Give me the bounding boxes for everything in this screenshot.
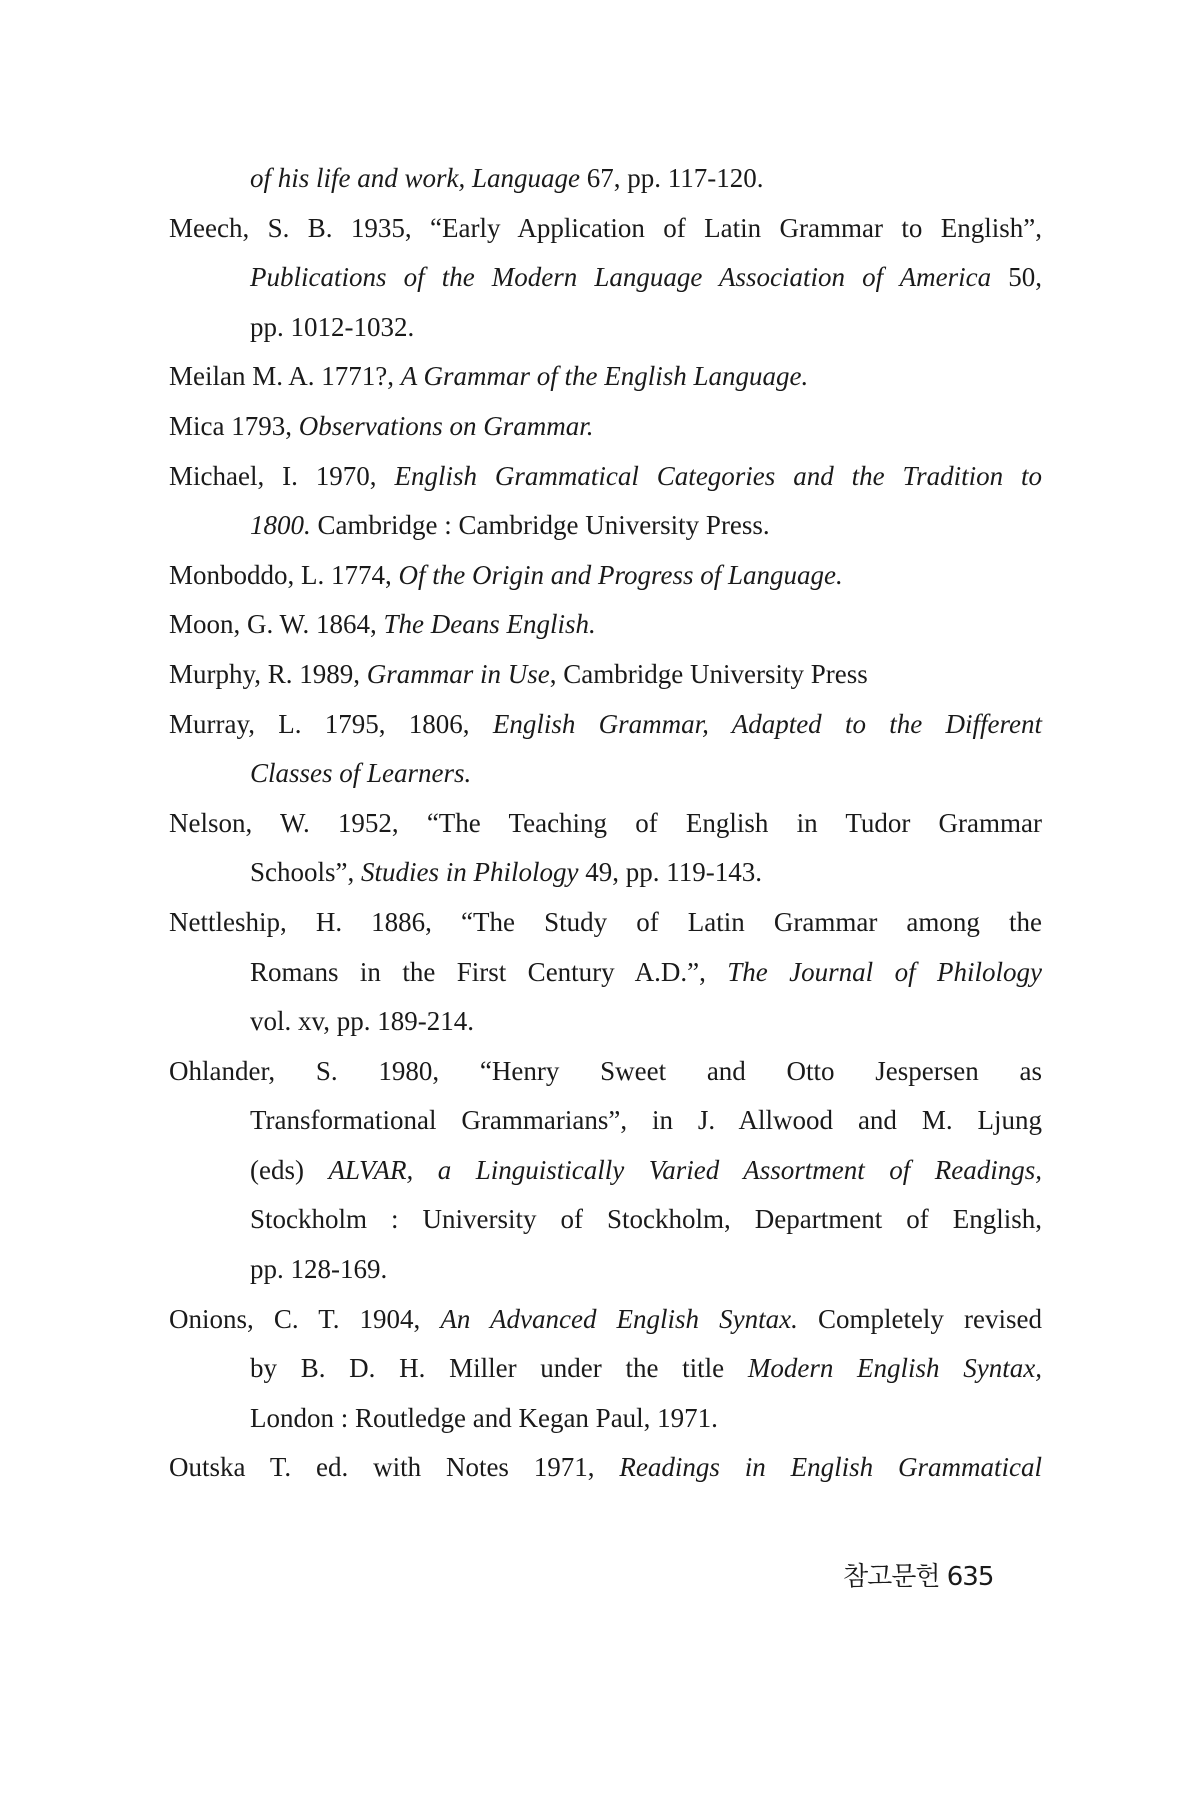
reference-entry	[169, 805, 1042, 904]
citation-text: Transformational Grammarians”, in J. Allwood and M. Ljung	[250, 1105, 1042, 1136]
reference-line	[169, 210, 1042, 260]
citation-text: Onions, C. T. 1904,	[169, 1303, 441, 1334]
italic-title-text: Modern English Syntax,	[747, 1353, 1042, 1384]
reference-entry	[169, 358, 1042, 408]
citation-text: pp. 1012-1032.	[250, 311, 415, 342]
citation-text: Murphy, R. 1989,	[169, 658, 367, 689]
reference-line	[169, 160, 1042, 210]
italic-title-text: of his life and work, Language	[250, 163, 580, 193]
section-title: 참고문헌	[843, 1562, 940, 1592]
citation-text: by B. D. H. Miller under the title	[250, 1353, 748, 1384]
italic-title-text: English Grammatical Categories and the Tradition to	[394, 460, 1043, 491]
reference-line	[169, 954, 1042, 1004]
reference-line	[169, 606, 1042, 656]
citation-text: , Cambridge University Press	[549, 658, 868, 689]
reference-line	[169, 507, 1042, 557]
italic-title-text: Readings in English Grammatical	[619, 1452, 1043, 1483]
reference-line	[169, 358, 1042, 408]
citation-text: Murray, L. 1795, 1806,	[169, 708, 493, 739]
citation-text: Ohlander, S. 1980, “Henry Sweet and Otto Jespersen as	[169, 1055, 1042, 1086]
reference-line	[169, 1301, 1042, 1351]
reference-line	[169, 755, 1042, 805]
reference-line	[169, 1201, 1042, 1251]
italic-title-text: Classes of Learners.	[250, 758, 472, 789]
reference-entry	[169, 606, 1042, 656]
reference-line	[169, 706, 1042, 756]
reference-list	[169, 160, 1042, 1499]
reference-line	[169, 458, 1042, 508]
reference-entry	[169, 458, 1042, 557]
citation-text: Romans in the First Century A.D.”,	[250, 956, 728, 987]
reference-line	[169, 656, 1042, 706]
citation-text: Schools”,	[250, 857, 361, 888]
italic-title-text: Studies in Philology	[361, 857, 579, 888]
citation-text: London : Routledge and Kegan Paul, 1971.	[250, 1402, 718, 1433]
citation-text: Completely revised	[797, 1303, 1042, 1334]
citation-text: pp. 128-169.	[250, 1254, 388, 1285]
reference-entry	[169, 706, 1042, 805]
italic-title-text: Grammar in Use	[366, 658, 550, 689]
reference-line	[169, 805, 1042, 855]
reference-entry	[169, 210, 1042, 359]
citation-text: Mica 1793,	[169, 410, 299, 441]
reference-entry	[169, 408, 1042, 458]
reference-entry	[169, 557, 1042, 607]
reference-line	[169, 259, 1042, 309]
citation-text: Cambridge : Cambridge University Press.	[310, 510, 770, 541]
citation-text: Meilan M. A. 1771?,	[169, 361, 401, 392]
citation-text: 50,	[991, 262, 1043, 293]
citation-text: Monboddo, L. 1774,	[169, 559, 399, 590]
reference-line	[169, 309, 1042, 359]
citation-text: Outska T. ed. with Notes 1971,	[169, 1452, 620, 1483]
page-footer	[843, 1556, 993, 1593]
citation-text: Nettleship, H. 1886, “The Study of Latin Grammar among the	[169, 906, 1042, 937]
reference-entry	[169, 1053, 1042, 1301]
reference-entry	[169, 160, 1042, 210]
reference-entry	[169, 656, 1042, 706]
reference-entry	[169, 1449, 1042, 1499]
italic-title-text: A Grammar of the English Language.	[400, 361, 809, 392]
reference-line	[169, 1003, 1042, 1053]
reference-line	[169, 904, 1042, 954]
italic-title-text: Observations on Grammar.	[298, 410, 594, 441]
citation-text: Michael, I. 1970,	[169, 460, 395, 491]
italic-title-text: English Grammar, Adapted to the Different	[492, 708, 1042, 739]
italic-title-text: Of the Origin and Progress of Language.	[398, 559, 843, 590]
page-number: 635	[946, 1562, 994, 1592]
reference-line	[169, 1102, 1042, 1152]
reference-line	[169, 557, 1042, 607]
reference-line	[169, 1400, 1042, 1450]
reference-line	[169, 854, 1042, 904]
italic-title-text: The Deans English.	[383, 609, 596, 640]
citation-text: Nelson, W. 1952, “The Teaching of English in Tudor Grammar	[169, 807, 1042, 838]
citation-text: 67, pp. 117-120.	[580, 163, 764, 193]
reference-line	[169, 1152, 1042, 1202]
italic-title-text: An Advanced English Syntax.	[440, 1303, 798, 1334]
reference-line	[169, 1449, 1042, 1499]
italic-title-text: The Journal of Philology	[727, 956, 1043, 987]
reference-line	[169, 408, 1042, 458]
italic-title-text: ALVAR, a Linguistically Varied Assortment of Readings,	[328, 1154, 1042, 1185]
reference-line	[169, 1053, 1042, 1103]
citation-text: Moon, G. W. 1864,	[169, 609, 384, 640]
reference-entry	[169, 904, 1042, 1053]
citation-text: Stockholm : University of Stockholm, Department of English,	[250, 1204, 1042, 1235]
italic-title-text: Publications of the Modern Language Association of America	[250, 262, 992, 293]
citation-text: Meech, S. B. 1935, “Early Application of Latin Grammar to English”,	[169, 212, 1042, 243]
reference-line	[169, 1251, 1042, 1301]
citation-text: 49, pp. 119-143.	[578, 857, 762, 888]
reference-entry	[169, 1301, 1042, 1450]
citation-text: (eds)	[250, 1154, 329, 1185]
reference-line	[169, 1350, 1042, 1400]
citation-text: vol. xv, pp. 189-214.	[250, 1006, 474, 1037]
italic-title-text: 1800.	[250, 510, 311, 541]
